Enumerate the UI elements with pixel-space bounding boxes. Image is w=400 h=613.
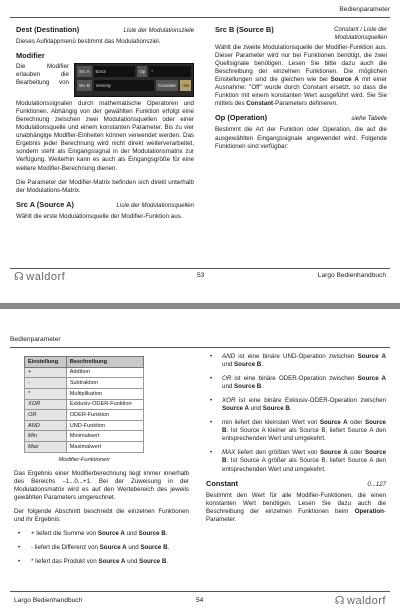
- right-column: [206, 353, 386, 530]
- dest-title: Dest (Destination): [16, 25, 80, 34]
- modifier-panel-screenshot: [74, 63, 194, 97]
- srca-text: Wählt die erste Modulationsquelle der Modifier-Funktion aus.: [16, 212, 183, 220]
- modifier-functions-table: [24, 356, 144, 453]
- table-header: Einstellung: [25, 357, 67, 368]
- table-row: * Multiplikation: [25, 388, 144, 399]
- table-row: Max Maximalwert: [25, 442, 144, 453]
- footer-rule: [10, 268, 390, 269]
- dest-heading: [16, 26, 194, 35]
- right-column: [215, 26, 387, 157]
- function-list-left: [14, 530, 189, 566]
- function-list-right: [206, 353, 386, 474]
- op-subtitle: siehe Tabelle: [351, 115, 387, 123]
- op-text: Bestimmt die Art der Funktion oder Operation, die auf die ausgewählten Eingangssignale angewendet wird. Folgende Funktionen sind verfügbar:: [215, 126, 387, 150]
- running-header: Bedienparameter: [10, 336, 61, 343]
- table-row: OR ODER-Funktion: [25, 410, 144, 421]
- panel-label: Src A: [77, 66, 92, 77]
- left-column: [16, 26, 194, 227]
- panel-value: Velocity: [94, 80, 154, 91]
- srca-subtitle: Liste der Modulationsquellen: [116, 201, 194, 209]
- constant-heading: [206, 480, 386, 489]
- srcb-text: Wählt die zweite Modulationsquelle der Modifier-Funktion aus. Dieser Parameter wird nur bei Funktionen benötigt, die zwei Quellsignale benötigen. Lesen Sie bitte dazu auch die Beschreibung der einzelnen Funktionen. Die möglichen Einstellungen sind die gleichen wie bei Source A mit einer Ausnahme: "Off" wurde durch Constant ersetzt, so dass die Funktion mit einem konstanten Wert ausgeführt wird. Sie Sie mittels des Constant-Parameters definieren.: [215, 44, 387, 108]
- panel-label: Src B: [77, 80, 92, 91]
- op-heading: [215, 114, 387, 123]
- table-row: AND UND-Funktion: [25, 420, 144, 431]
- header-rule: [10, 347, 390, 348]
- table-row: + Addition: [25, 367, 144, 378]
- waldorf-logo: ☊ waldorf: [334, 594, 386, 607]
- list-item: • AND ist eine binäre UND-Operation zwischen Source A und Source B.: [206, 353, 386, 369]
- footer-title: Largo Bedienhandbuch: [14, 597, 83, 604]
- footer-title: Largo Bedienhandbuch: [317, 272, 386, 279]
- srcb-heading: [215, 25, 387, 42]
- left-column: [14, 356, 189, 572]
- page-54: [0, 309, 400, 613]
- running-header: Bedienparameter: [339, 6, 390, 13]
- panel-value: Env3: [94, 66, 136, 77]
- table-header: Beschreibung: [66, 357, 143, 368]
- constant-title: Constant: [206, 478, 239, 488]
- table-row: Min Minimalwert: [25, 431, 144, 442]
- page-number: 54: [196, 597, 204, 604]
- panel-value: +66: [180, 80, 191, 91]
- srcb-title: Src B (Source B): [215, 25, 274, 34]
- modifier-paragraph: [16, 63, 194, 172]
- list-item: • - liefert die Differenz von Source A und Source B.: [14, 544, 189, 552]
- panel-label: Constant: [156, 80, 178, 91]
- footer-rule: [10, 591, 390, 592]
- modifier-title: Modifier: [16, 51, 45, 61]
- waldorf-mark-icon: ☊: [14, 271, 25, 283]
- list-item: • + liefert die Summe von Source A und Source B.: [14, 530, 189, 538]
- srca-heading: [16, 201, 194, 210]
- list-item: • MAX liefert den größten Wert von Source A oder Source B. Ist Source A größer als Source B, liefert Source A den entsprechenden Wert und umgekehrt.: [206, 449, 386, 473]
- table-row: XOR Exklusiv-ODER-Funktion: [25, 399, 144, 410]
- waldorf-logo: ☊ waldorf: [14, 270, 66, 283]
- constant-subtitle: 0...127: [367, 480, 386, 488]
- srca-title: Src A (Source A): [16, 199, 74, 209]
- list-item: • * liefert das Produkt von Source A und Source B.: [14, 558, 189, 566]
- constant-text: Bestimmt den Wert für alle Modifier-Funktionen, die einen konstanten Wert benötigen. Lesen Sie dazu auch die Beschreibung der einzelnen Funktionen beim Operation-Parameter.: [206, 491, 386, 523]
- intro-text: Der folgende Abschnitt beschreibt die einzelnen Funktionen und ihr Ergebnis:: [14, 508, 189, 524]
- dest-subtitle: Liste der Modulationsziele: [123, 27, 194, 34]
- list-item: • XOR ist eine binäre Exklusiv-ODER-Operation zwischen Source A und Source B.: [206, 397, 386, 413]
- page-number: 53: [197, 272, 205, 279]
- waldorf-mark-icon: ☊: [334, 595, 346, 607]
- panel-label: Op: [137, 66, 147, 77]
- panel-value: *: [149, 66, 191, 77]
- header-rule: [10, 17, 390, 18]
- modifier-text: Die Modifier erlauben die Bearbeitung von Modulationssignalen durch mathematische Operatoren und Funktionen. Abhängig von der gewählten Funktion erfolgt eine Berechnung zwischen zwei Modulationsquellen oder einer Modulationsquelle und einem konstanten Parameter. Bis zu vier unabhängige Modifier-Einheiten können verwendet werden. Das Ergebnis jeder Berechnung wird nicht direkt weiterverarbeitet, sondern steht als Eingangssignal in der Modulationsmatrix zur Verfügung. Weiterhin kann es auch als Eingangsgröße für eine weitere Modifier-Berechnung dienen.: [16, 63, 194, 172]
- modifier-text-2: Die Parameter der Modifier-Matrix befinden sich direkt unterhalb der Modulations-Matrix.: [16, 178, 194, 194]
- page-53: [0, 0, 400, 303]
- table-row: - Subtraktion: [25, 378, 144, 389]
- range-text: Das Ergebnis einer Modifierberechnung liegt immer innerhalb des Bereichs –1...0...+1. Bei der Zuweisung in der Modulationsmatrix wird es auf den Wertebereich des jeweils gewählten Parameters umgerechnet.: [14, 469, 189, 501]
- dest-text: Dieses Aufklappmenü bestimmt das Modulationsziel.: [16, 38, 161, 46]
- list-item: • OR ist eine binäre ODER-Operation zwischen Source A und Source B.: [206, 375, 386, 391]
- op-title: Op (Operation): [215, 113, 268, 123]
- list-item: • min liefert den kleinsten Wert von Source A oder Source B. Ist Source A kleiner als Source B, liefert Source A den entsprechenden Wert und umgekehrt.: [206, 419, 386, 443]
- srcb-subtitle: Constant / Liste der Modulationsquellen: [334, 26, 387, 42]
- table-caption: Modifier-Funktionen: [58, 456, 110, 463]
